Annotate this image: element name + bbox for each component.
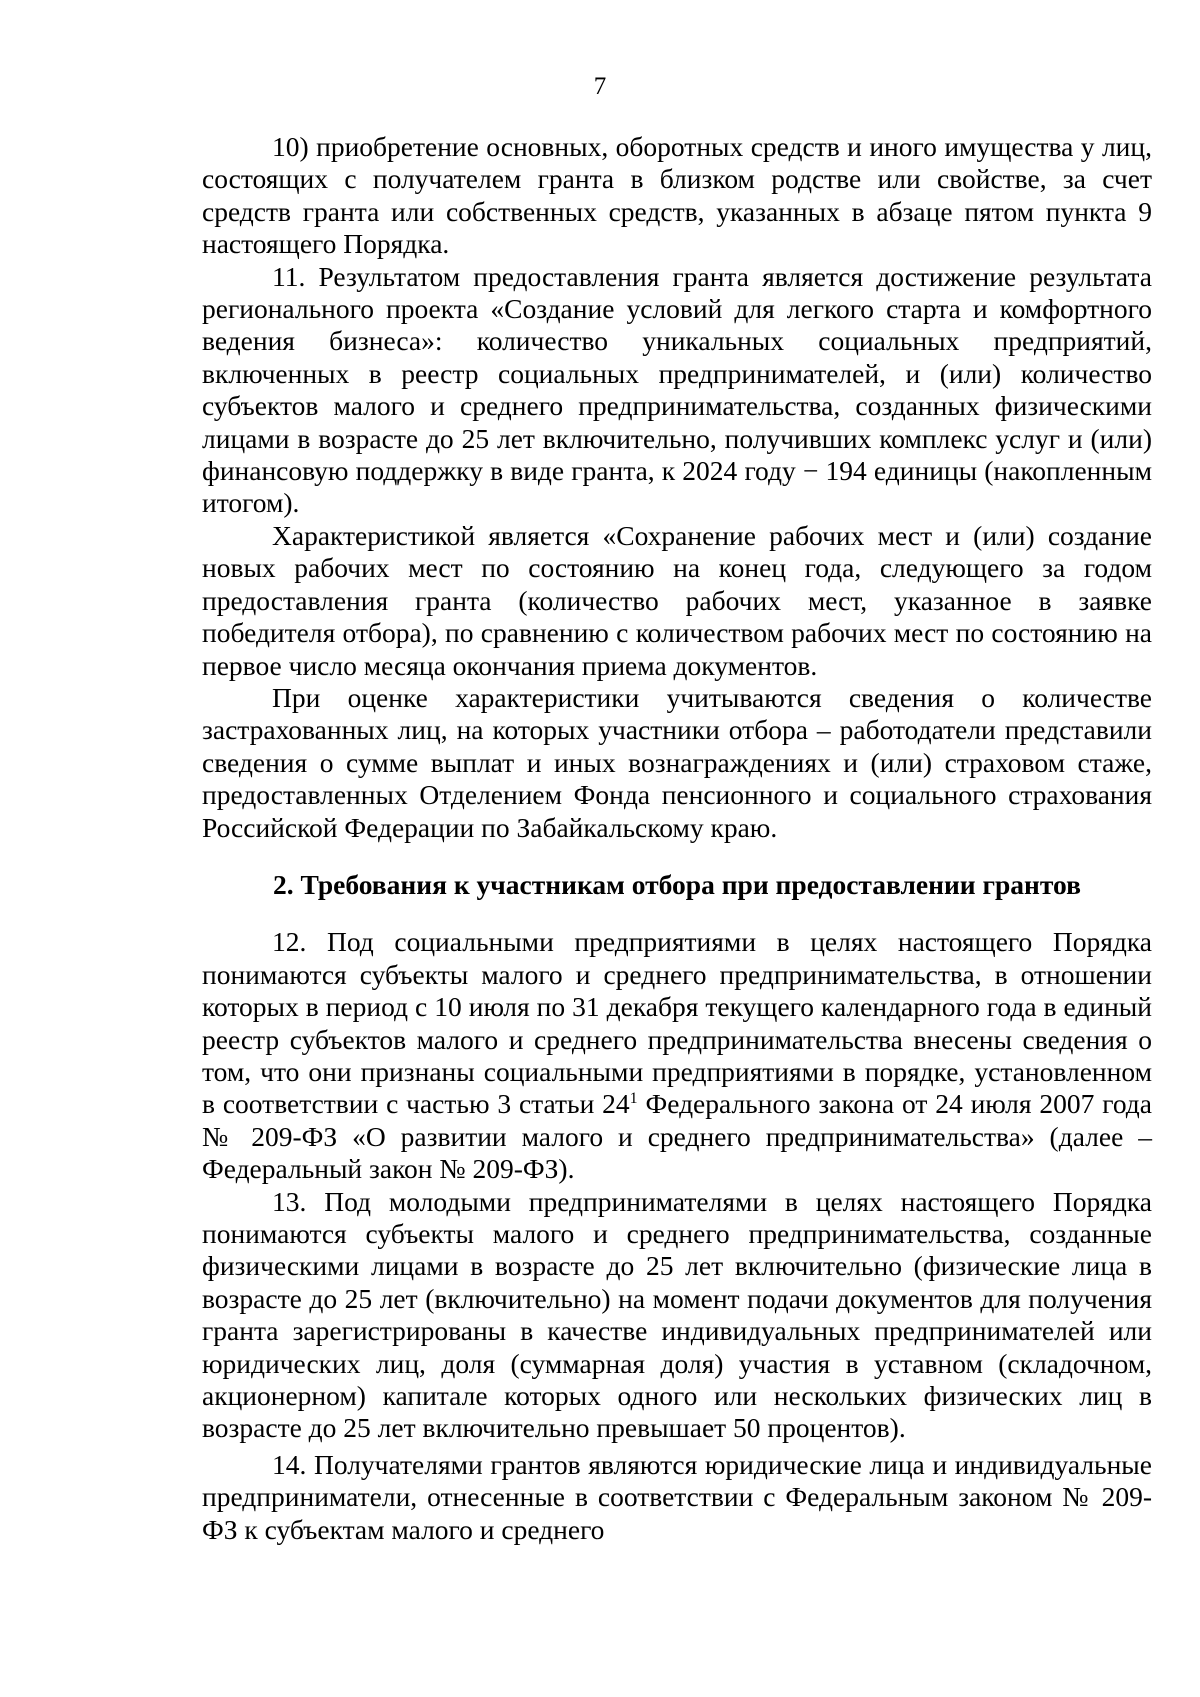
paragraph-13: 13. Под молодыми предпринимателями в целях настоящего Порядка понимаются субъекты малого и среднего предпринимательства, созданные физическими лицами в возрасте до 25 лет включительно (физические лица в возрасте до 25 лет (включительно) на момент подачи документов для получения гранта зарегистрированы в качестве индивидуальных предпринимателей или юридических лиц, доля (суммарная доля) участия в уставном (складочном, акционерном) капитале которых одного или нескольких физических лиц в возрасте до 25 лет включительно превышает 50 процентов).: [202, 1185, 1152, 1444]
paragraph-12-text-end: Федерального закона от 24 июля 2007 года № 209-ФЗ «О развитии малого и среднего предпринимательства» (далее – Федеральный закон № 209-ФЗ).: [202, 1088, 1152, 1185]
paragraph-14: 14. Получателями грантов являются юридические лица и индивидуальные предприниматели, отнесенные в соответствии с Федеральным законом № 209-ФЗ к субъектам малого и среднего: [202, 1448, 1152, 1545]
footnote-superscript: 1: [629, 1090, 638, 1108]
paragraph-10: 10) приобретение основных, оборотных средств и иного имущества у лиц, состоящих с получателем гранта в близком родстве или свойстве, за счет средств гранта или собственных средств, указанных в абзаце пятом пункта 9 настоящего Порядка.: [202, 131, 1152, 260]
section-heading: 2. Требования к участникам отбора при предоставлении грантов: [273, 868, 1081, 900]
paragraph-12-text-start: 12. Под социальными предприятиями в целях настоящего Порядка понимаются субъекты малого и среднего предпринимательства, в отношении которых в период с 10 июля по 31 декабря текущего календарного года в единый реестр субъектов малого и среднего предпринимательства внесены сведения о том, что они признаны социальными предприятиями в порядке, установленном в соответствии с частью 3 статьи 24: [202, 926, 1152, 1120]
paragraph-12: [202, 926, 1152, 1185]
page-number: 7: [593, 73, 607, 100]
paragraph-characteristic-assessment: При оценке характеристики учитываются сведения о количестве застрахованных лиц, на которых участники отбора – работодатели представили сведения о сумме выплат и иных вознаграждениях и (или) страховом стаже, предоставленных Отделением Фонда пенсионного и социального страхования Российской Федерации по Забайкальскому краю.: [202, 681, 1152, 843]
paragraph-11: 11. Результатом предоставления гранта является достижение результата регионального проекта «Создание условий для легкого старта и комфортного ведения бизнеса»: количество уникальных социальных предприятий, включенных в реестр социальных предпринимателей, и (или) количество субъектов малого и среднего предпринимательства, созданных физическими лицами в возрасте до 25 лет включительно, получивших комплекс услуг и (или) финансовую поддержку в виде гранта, к 2024 году − 194 единицы (накопленным итогом).: [202, 260, 1152, 519]
document-body: [202, 131, 1152, 1546]
paragraph-characteristic: Характеристикой является «Сохранение рабочих мест и (или) создание новых рабочих мест по состоянию на конец года, следующего за годом предоставления гранта (количество рабочих мест, указанное в заявке победителя отбора), по сравнению с количеством рабочих мест по состоянию на первое число месяца окончания приема документов.: [202, 519, 1152, 681]
